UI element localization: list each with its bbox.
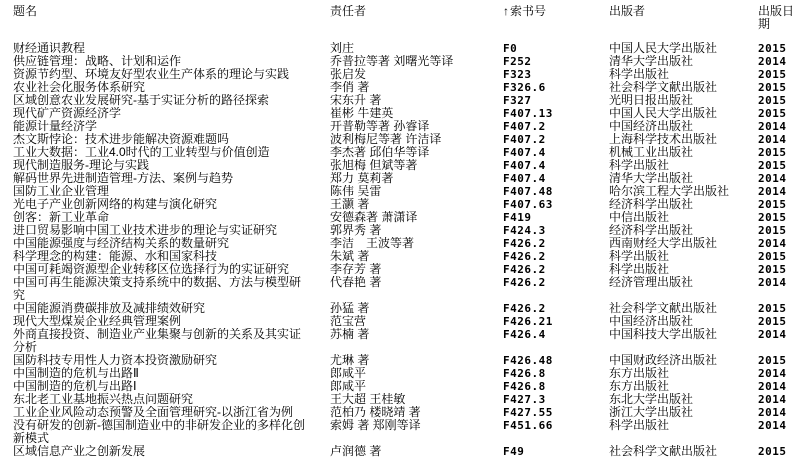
book-publish-date: 2015 [758,445,787,458]
book-title-cell [13,393,330,406]
table-body [0,42,798,458]
book-author: 李俏 著 [330,81,370,94]
book-call-number: F407.4 [503,172,546,185]
book-publisher: 经济科学出版社 [609,198,694,211]
book-title[interactable]: 国防工业企业管理 [13,185,110,198]
book-publish-date: 2015 [758,146,787,159]
book-call-number: F407.4 [503,146,546,159]
book-title[interactable]: 现代矿产资源经济学 [13,107,122,120]
table-row [0,81,798,94]
book-publisher: 机械工业出版社 [609,146,694,159]
book-publish-date: 2015 [758,198,787,211]
book-title-cell [13,211,330,224]
book-publisher: 社会科学文献出版社 [609,302,718,315]
book-title[interactable]: 科学理念的构建：能源、水和国家科技 [13,250,218,263]
book-title[interactable]: 中国制造的危机与出路Ⅱ [13,367,139,380]
book-call-number: F0 [503,42,518,55]
book-title-cell [13,406,330,419]
book-publish-date: 2014 [758,276,787,289]
table-row [0,198,798,211]
book-call-number: F426.2 [503,237,546,250]
book-author: 王大超 王桂敏 [330,393,406,406]
book-publisher: 科学出版社 [609,419,670,432]
book-title-cell [13,367,330,380]
table-row [0,419,798,445]
book-title[interactable]: 杰文斯悖论：技术进步能解决资源难题吗 [13,133,230,146]
book-title[interactable]: 农业社会化服务体系研究 [13,81,146,94]
table-row [0,367,798,380]
book-publisher: 社会科学文献出版社 [609,445,718,458]
book-publish-date: 2014 [758,120,787,133]
book-title[interactable]: 外商直接投资、制造业产业集聚与创新的关系及其实证分析 [13,328,302,354]
book-title-cell [13,107,330,120]
book-author: 李存芳 著 [330,263,382,276]
book-title[interactable]: 资源节约型、环境友好型农业生产体系的理论与实践 [13,68,290,81]
table-row [0,380,798,393]
book-publisher: 哈尔滨工程大学出版社 [609,185,730,198]
book-call-number: F327 [503,94,532,107]
book-author: 乔普拉等著 刘曙光等译 [330,55,454,68]
book-call-number: F407.48 [503,185,553,198]
book-author: 李洁 王波等著 [330,237,415,250]
book-publisher: 中国人民大学出版社 [609,42,718,55]
book-author: 李杰著 邱伯华等译 [330,146,430,159]
book-publish-date: 2014 [758,237,787,250]
book-author: 郎咸平 [330,380,367,393]
book-author: 郑力 莫莉著 [330,172,394,185]
book-title-cell [13,133,330,146]
book-title[interactable]: 中国可再生能源决策支持系统中的数据、方法与模型研究 [13,276,302,302]
table-row [0,120,798,133]
book-title-cell [13,172,330,185]
book-author: 范柏乃 楼晓靖 著 [330,406,421,419]
book-call-number: F426.4 [503,328,546,341]
book-publish-date: 2015 [758,224,787,237]
book-publisher: 中国科技大学出版社 [609,328,718,341]
book-title-cell [13,185,330,198]
book-author: 索姆 著 郑刚等译 [330,419,421,432]
table-row [0,211,798,224]
book-call-number: F407.63 [503,198,553,211]
table-row [0,133,798,146]
book-publish-date: 2015 [758,302,787,315]
book-publisher: 中国经济出版社 [609,315,694,328]
book-publish-date: 2015 [758,94,787,107]
book-title[interactable]: 能源计量经济学 [13,120,98,133]
book-title-cell [13,263,330,276]
column-header-author[interactable]: 责任者 [330,5,367,18]
book-call-number: F426.21 [503,315,553,328]
book-publisher: 浙江大学出版社 [609,406,694,419]
book-title[interactable]: 现代制造服务-理论与实践 [13,159,149,172]
book-call-number: F426.8 [503,367,546,380]
book-title-cell [13,419,330,445]
book-call-number: F426.2 [503,263,546,276]
book-publisher: 西南财经大学出版社 [609,237,718,250]
book-title-cell [13,237,330,250]
book-title[interactable]: 财经通识教程 [13,42,86,55]
book-author: 王灏 著 [330,198,370,211]
book-publish-date: 2015 [758,354,787,367]
book-call-number: F49 [503,445,525,458]
book-title-cell [13,250,330,263]
book-publish-date: 2015 [758,211,787,224]
book-publisher: 科学出版社 [609,68,670,81]
book-title-cell [13,81,330,94]
book-title[interactable]: 光电子产业创新网络的构建与演化研究 [13,198,218,211]
book-publisher: 东方出版社 [609,367,670,380]
book-author: 代春艳 著 [330,276,382,289]
book-publish-date: 2014 [758,380,787,393]
table-row [0,263,798,276]
book-publish-date: 2015 [758,107,787,120]
book-publish-date: 2014 [758,393,787,406]
book-title[interactable]: 解码世界先进制造管理-方法、案例与趋势 [13,172,233,185]
table-row [0,237,798,250]
book-publisher: 科学出版社 [609,159,670,172]
book-call-number: F426.2 [503,276,546,289]
book-title[interactable]: 没有研发的创新-德国制造业中的非研发企业的多样化创新模式 [13,419,305,445]
book-call-number: F426.2 [503,302,546,315]
book-title-cell [13,302,330,315]
table-row [0,354,798,367]
book-title-cell [13,55,330,68]
book-title[interactable]: 区域信息产业之创新发展 [13,445,146,458]
book-title-cell [13,445,330,458]
column-header-publisher[interactable]: 出版者 [609,5,646,18]
book-title[interactable]: 区域创意农业发展研究-基于实证分析的路径探索 [13,94,269,107]
column-header-call-number-label: 索书号 [510,5,547,18]
book-title-cell [13,94,330,107]
table-row [0,185,798,198]
book-publisher: 社会科学文献出版社 [609,81,718,94]
book-call-number: F426.48 [503,354,553,367]
table-row [0,250,798,263]
book-title-cell [13,224,330,237]
book-publisher: 清华大学出版社 [609,172,694,185]
book-publish-date: 2014 [758,419,787,432]
book-call-number: F426.2 [503,250,546,263]
book-title[interactable]: 供应链管理：战略、计划和运作 [13,55,182,68]
book-author: 尤琳 著 [330,354,370,367]
book-title-cell [13,354,330,367]
book-publish-date: 2015 [758,315,787,328]
book-publish-date: 2014 [758,328,787,341]
book-author: 陈伟 吴雷 [330,185,382,198]
book-call-number: F407.13 [503,107,553,120]
book-call-number: F427.3 [503,393,546,406]
book-publisher: 经济管理出版社 [609,276,694,289]
book-title[interactable]: 中国能源强度与经济结构关系的数量研究 [13,237,230,250]
book-author: 朱斌 著 [330,250,370,263]
table-row [0,445,798,458]
book-call-number: F426.8 [503,380,546,393]
book-call-number: F451.66 [503,419,553,432]
book-author: 崔彬 牛建英 [330,107,394,120]
book-title-cell [13,42,330,55]
book-author: 波利梅尼等著 许洁译 [330,133,442,146]
book-author: 开普勒等著 孙睿译 [330,120,430,133]
table-row [0,42,798,55]
book-title[interactable]: 进口贸易影响中国工业技术进步的理论与实证研究 [13,224,278,237]
book-author: 安德森著 萧潇译 [330,211,418,224]
table-row [0,328,798,354]
book-call-number: F427.55 [503,406,553,419]
book-title[interactable]: 中国可耗竭资源型企业转移区位选择行为的实证研究 [13,263,290,276]
book-call-number: F407.2 [503,120,546,133]
book-publish-date: 2014 [758,185,787,198]
book-publish-date: 2014 [758,406,787,419]
book-call-number: F424.3 [503,224,546,237]
book-title-cell [13,380,330,393]
book-title[interactable]: 国防科技专用性人力资本投资激励研究 [13,354,218,367]
book-publish-date: 2015 [758,159,787,172]
table-row [0,55,798,68]
book-title-cell [13,328,330,354]
book-publisher: 东北大学出版社 [609,393,694,406]
book-title-cell [13,68,330,81]
table-row [0,224,798,237]
book-publish-date: 2015 [758,250,787,263]
book-publisher: 中信出版社 [609,211,670,224]
book-call-number: F407.4 [503,159,546,172]
book-author: 刘庄 [330,42,355,55]
book-author: 苏楠 著 [330,328,370,341]
book-author: 孙猛 著 [330,302,370,315]
book-title-cell [13,159,330,172]
book-publish-date: 2014 [758,367,787,380]
book-title[interactable]: 现代大型煤炭企业经典管理案例 [13,315,182,328]
book-author: 宋东升 著 [330,94,382,107]
book-author: 张旭梅 但斌等著 [330,159,418,172]
book-publisher: 中国财政经济出版社 [609,354,718,367]
table-row [0,315,798,328]
book-title[interactable]: 工业企业风险动态预警及全面管理研究-以浙江省为例 [13,406,293,419]
book-title-cell [13,315,330,328]
sort-ascending-icon: ↑ [503,5,509,18]
table-row [0,302,798,315]
book-publisher: 清华大学出版社 [609,55,694,68]
book-title-cell [13,146,330,159]
book-author: 范宝营 [330,315,367,328]
column-header-publish-date[interactable]: 出版日期 [758,5,795,31]
book-title[interactable]: 创客：新工业革命 [13,211,110,224]
book-call-number: F323 [503,68,532,81]
book-author: 张启发 [330,68,367,81]
book-publisher: 上海科学技术出版社 [609,133,718,146]
table-row [0,406,798,419]
book-title[interactable]: 东北老工业基地振兴热点问题研究 [13,393,194,406]
book-publisher: 中国人民大学出版社 [609,107,718,120]
book-publisher: 中国经济出版社 [609,120,694,133]
book-title[interactable]: 工业大数据：工业4.0时代的工业转型与价值创造 [13,146,270,159]
table-row [0,107,798,120]
book-publish-date: 2015 [758,81,787,94]
book-publisher: 经济科学出版社 [609,224,694,237]
table-row [0,68,798,81]
book-publisher: 东方出版社 [609,380,670,393]
book-publisher: 科学出版社 [609,263,670,276]
book-title[interactable]: 中国制造的危机与出路Ⅰ [13,380,137,393]
book-publish-date: 2014 [758,172,787,185]
book-call-number: F252 [503,55,532,68]
book-publish-date: 2015 [758,42,787,55]
book-publisher: 光明日报出版社 [609,94,694,107]
book-title-cell [13,120,330,133]
book-call-number: F419 [503,211,532,224]
table-row [0,172,798,185]
book-title-cell [13,276,330,302]
book-title-cell [13,198,330,211]
book-call-number: F407.2 [503,133,546,146]
column-header-call-number[interactable] [503,5,609,18]
table-row [0,159,798,172]
table-header [0,5,798,31]
book-author: 郎咸平 [330,367,367,380]
table-row [0,94,798,107]
table-row [0,393,798,406]
book-publish-date: 2014 [758,133,787,146]
book-author: 郭界秀 著 [330,224,382,237]
book-author: 卢润德 著 [330,445,382,458]
table-row [0,276,798,302]
table-row [0,146,798,159]
column-header-title[interactable]: 题名 [13,5,38,18]
book-publish-date: 2015 [758,263,787,276]
book-title[interactable]: 中国能源消费碳排放及减排绩效研究 [13,302,206,315]
book-call-number: F326.6 [503,81,546,94]
book-publish-date: 2015 [758,68,787,81]
book-publish-date: 2014 [758,55,787,68]
book-publisher: 科学出版社 [609,250,670,263]
